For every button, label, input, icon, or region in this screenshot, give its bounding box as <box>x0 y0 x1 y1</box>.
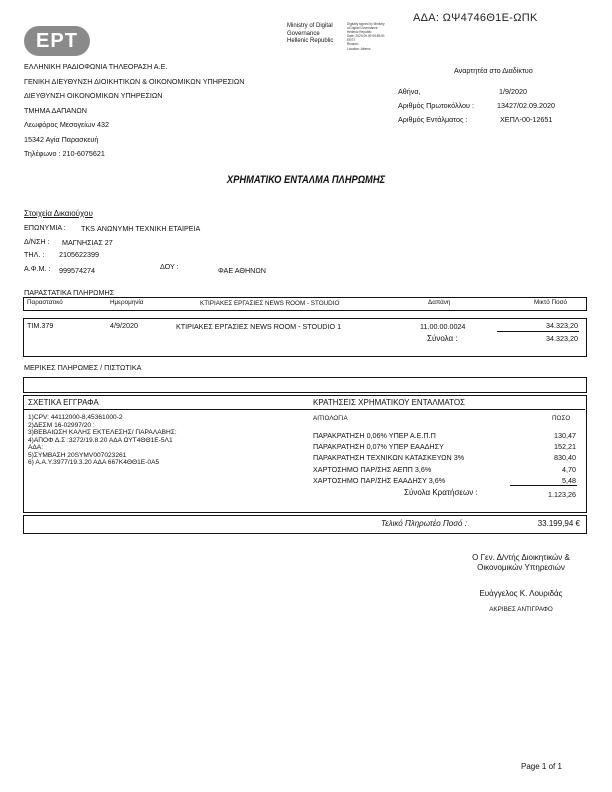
deduction-amount: 5,48 <box>562 476 576 485</box>
invoice-doc: TIM.379 <box>27 321 54 330</box>
page-number: Page 1 of 1 <box>521 762 562 771</box>
signature-details <box>347 22 407 51</box>
col-header-doc: Παραστατικό <box>27 299 63 306</box>
deduction-label: ΧΑΡΤΟΣΗΜΟ ΠΑΡ/ΣΗΣ ΑΕΠΠ 3,6% <box>313 465 432 474</box>
signatory-role-1: Ο Γεν. Δ/ντής Διοικητικών & <box>472 553 570 562</box>
final-amount-label: Τελικό Πληρωτέο Ποσό : <box>381 519 467 528</box>
issuer-block <box>24 60 245 162</box>
related-doc-line: 5)ΣΥΜΒΑΣΗ 20SYMV007023261 <box>28 451 127 459</box>
athens-date: 1/9/2020 <box>499 87 527 96</box>
col-header-date: Ημερομηνία <box>110 299 144 306</box>
gov-stamp-text <box>287 23 347 46</box>
issuer-line: ΕΛΛΗΝΙΚΗ ΡΑΔΙΟΦΩΝΙΑ ΤΗΛΕΟΡΑΣΗ Α.Ε. <box>24 62 168 71</box>
deduction-label: ΠΑΡΑΚΡΑΤΗΣΗ 0,06% ΥΠΕΡ Α.Ε.Π.Π <box>313 431 436 440</box>
sig-line: Date: 2020.09.09 09:59:51 <box>347 34 385 39</box>
deduction-label: ΠΑΡΑΚΡΑΤΗΣΗ ΤΕΧΝΙΚΩΝ ΚΑΤΑΣΚΕΥΩΝ 3% <box>313 453 465 462</box>
deduction-amount: 4,70 <box>562 465 576 474</box>
name-label: ΕΠΩΝΥΜΙΑ : <box>24 223 66 232</box>
sig-line: EEST <box>347 38 356 43</box>
afm-label: Α.Φ.Μ. : <box>24 264 51 273</box>
related-doc-line: 3)ΒΕΒΑΙΩΣΗ ΚΑΛΗΣ ΕΚΤΕΛΕΣΗΣ/ ΠΑΡΑΛΑΒΗΣ: <box>28 429 177 436</box>
deduction-amount: 830,40 <box>554 453 576 462</box>
invoice-date: 4/9/2020 <box>110 321 138 330</box>
sig-line: Hellenic Republic <box>347 30 372 35</box>
related-heading: ΣΧΕΤΙΚΑ ΕΓΓΡΑΦΑ <box>28 398 99 407</box>
publish-note: Αναρτητέα στο Διαδίκτυο <box>454 66 533 75</box>
signatory-name: Ευάγγελος Κ. Λουριδάς <box>479 589 563 598</box>
related-docs-list <box>28 414 177 467</box>
deductions-total-label: Σύνολα Κρατήσεων : <box>404 488 478 497</box>
sig-line: Reason: <box>347 42 359 47</box>
related-doc-line: 1)CPV: 44112000-8,45361000-2 <box>28 414 123 421</box>
invoices-total-value: 34.323,20 <box>546 334 578 343</box>
partial-payments-label: ΜΕΡΙΚΕΣ ΠΛΗΡΩΜΕΣ / ΠΙΣΤΩΤΙΚΑ <box>24 363 142 372</box>
address-label: Δ/ΝΣΗ : <box>24 237 50 246</box>
deductions-col-amount: ΠΟΣΟ <box>552 415 571 422</box>
order-label: Αριθμός Εντάλματος : <box>398 115 468 124</box>
protocol-label: Αριθμός Πρωτοκόλλου : <box>398 101 474 110</box>
issuer-line: ΔΙΕΥΘΥΝΣΗ ΟΙΚΟΝΟΜΙΚΩΝ ΥΠΗΡΕΣΙΩΝ <box>24 91 163 100</box>
ert-logo: ΕΡΤ <box>24 26 90 56</box>
deductions-heading-rule <box>310 409 585 410</box>
page-title: ΧΡΗΜΑΤΙΚΟ ΕΝΤΑΛΜΑ ΠΛΗΡΩΜΗΣ <box>226 174 386 186</box>
order-number: ΧΕΠΛ-00-12651 <box>500 115 553 124</box>
invoices-total-label: Σύνολα : <box>427 334 458 343</box>
name-value: TKS ΑΝΩΝΥΜΗ ΤΕΧΝΙΚΗ ΕΤΑΙΡΕΙΑ <box>81 224 201 233</box>
deductions-col-reason: ΑΙΤΙΟΛΟΓΙΑ <box>313 415 348 422</box>
invoice-desc: ΚΤΙΡΙΑΚΕΣ ΕΡΓΑΣΙΕΣ NEWS ROOM - STOUDIO 1 <box>176 322 342 331</box>
deduction-label: ΠΑΡΑΚΡΑΤΗΣΗ 0,07% ΥΠΕΡ ΕΑΑΔΗΣΥ <box>313 442 444 451</box>
issuer-line: ΓΕΝΙΚΗ ΔΙΕΥΘΥΝΣΗ ΔΙΟΙΚΗΤΙΚΩΝ & ΟΙΚΟΝΟΜΙΚΩΝ ΥΠΗΡΕΣΙΩΝ <box>24 76 245 86</box>
address-value: ΜΑΓΝΗΣΙΑΣ 27 <box>62 238 113 247</box>
ada-number: ΑΔΑ: ΩΨ4746Θ1Ε-ΩΠΚ <box>413 12 538 24</box>
partial-payments-box <box>23 377 587 393</box>
issuer-line: Λεωφόρος Μεσογείων 432 <box>24 120 110 129</box>
related-doc-line: 4)ΑΠΟΦ Δ.Σ :3272/19.8.20 ΑΔΑ ΩΥΤ4ΘΘ1Ε-5Λ1 <box>28 436 173 444</box>
invoice-expense: 11.00.00.0024 <box>420 322 466 331</box>
sig-line: of Digital Governance <box>347 26 378 31</box>
invoices-section-label: ΠΑΡΑΣΤΑΤΙΚΑ ΠΛΗΡΩΜΗΣ <box>24 288 115 297</box>
related-doc-line: ΑΔΑ: <box>28 444 44 451</box>
phone-value: 2105622399 <box>59 250 99 259</box>
doy-label: ΔΟΥ : <box>160 262 179 271</box>
deductions-heading: ΚΡΑΤΗΣΕΙΣ ΧΡΗΜΑΤΙΚΟΥ ΕΝΤΑΛΜΑΤΟΣ <box>313 398 465 407</box>
issuer-line: Τηλέφωνο : 210-6075621 <box>24 149 105 158</box>
deductions-underline <box>510 485 577 486</box>
related-doc-line: 6) Α.Α.Υ.3977/19.3.20 ΑΔΑ 667Κ4ΘΘ1Ε-0Α5 <box>28 459 160 466</box>
copy-note: ΑΚΡΙΒΕΣ ΑΝΤΙΓΡΑΦΟ <box>489 606 553 613</box>
protocol-number: 13427/02.09.2020 <box>497 101 555 110</box>
final-amount-value: 33.199,94 € <box>537 519 580 528</box>
signatory-role-2: Οικονομικών Υπηρεσιών <box>477 563 565 572</box>
related-heading-rule <box>23 409 310 410</box>
sig-line: Location: Athens <box>347 46 371 51</box>
deduction-amount: 152,21 <box>554 442 576 451</box>
invoice-amount: 34.323,20 <box>546 321 578 330</box>
amount-underline <box>497 331 579 332</box>
col-header-amount: Μικτό Ποσό <box>534 299 567 306</box>
col-header-desc: ΚΤΙΡΙΑΚΕΣ ΕΡΓΑΣΙΕΣ NEWS ROOM - STOUDIO <box>200 300 340 307</box>
deduction-amount: 130,47 <box>554 431 576 440</box>
phone-label: ΤΗΛ. : <box>24 250 45 259</box>
gov-line: Hellenic Republic <box>287 38 334 45</box>
gov-line: Ministry of Digital <box>287 23 333 29</box>
doy-value: ΦΑΕ ΑΘΗΝΩΝ <box>218 266 266 275</box>
gov-line: Governance <box>287 30 320 37</box>
issuer-line: ΤΜΗΜΑ ΔΑΠΑΝΩΝ <box>24 105 87 115</box>
col-header-expense: Δαπάνη <box>428 299 451 306</box>
issuer-line: 15342 Αγία Παρασκευή <box>24 134 99 144</box>
related-doc-line: 2)ΔΕΣΜ 16-02997/20 : <box>28 421 95 429</box>
deductions-total-value: 1.123,26 <box>548 490 576 499</box>
beneficiary-heading: Στοιχεία Δικαιούχου <box>24 209 93 218</box>
deduction-label: ΧΑΡΤΟΣΗΜΟ ΠΑΡ/ΣΗΣ ΕΑΑΔΗΣΥ 3,6% <box>313 476 446 485</box>
afm-value: 999574274 <box>59 266 95 275</box>
sig-line: Digitally signed by Ministry <box>347 22 385 26</box>
athens-label: Αθήνα, <box>398 87 421 96</box>
